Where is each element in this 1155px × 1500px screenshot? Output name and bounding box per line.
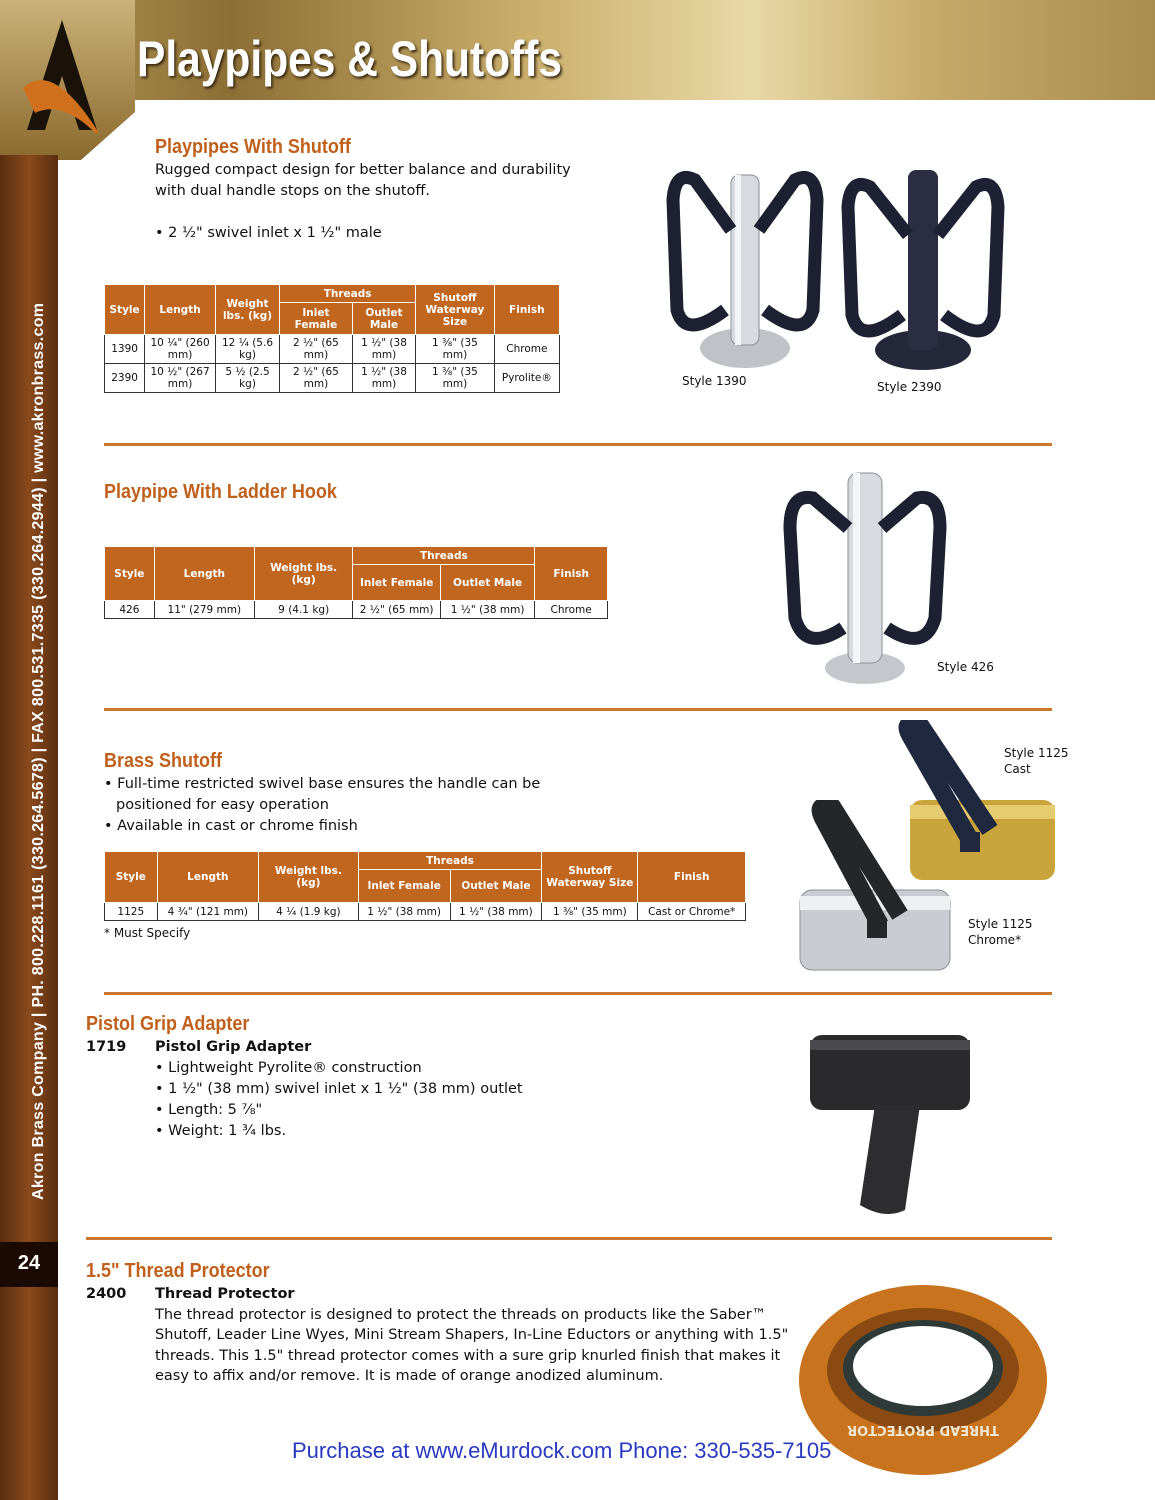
section1-description-line1: Rugged compact design for better balance and durability xyxy=(155,162,571,178)
akron-logo-icon xyxy=(15,18,110,133)
page-title: Playpipes & Shutoffs xyxy=(137,31,563,87)
col-threads: Threads xyxy=(353,547,535,565)
cell-outlet: 1 ½" (38 mm) xyxy=(352,335,415,364)
cell-length: 11" (279 mm) xyxy=(154,601,254,619)
spec-table-brass-shutoff xyxy=(104,851,746,921)
caption-chrome: Chrome* xyxy=(968,933,1022,947)
page-number: 24 xyxy=(17,1252,41,1274)
cell-outlet: 1 ½" (38 mm) xyxy=(352,364,415,393)
cell-length: 4 ¾" (121 mm) xyxy=(157,903,259,921)
caption-cast: Cast xyxy=(1004,762,1031,776)
pistol-grip-name: Pistol Grip Adapter xyxy=(155,1039,312,1055)
col-style: Style xyxy=(105,285,145,335)
caption-style-1125-chrome: Style 1125 xyxy=(968,917,1033,931)
pistol-grip-code: 1719 xyxy=(86,1039,127,1055)
table-row xyxy=(105,364,560,393)
col-style: Style xyxy=(105,547,155,601)
section1-bullet: • 2 ½" swivel inlet x 1 ½" male xyxy=(155,225,382,241)
caption-style-426: Style 426 xyxy=(937,660,994,674)
section1-description-line2: with dual handle stops on the shutoff. xyxy=(155,183,430,199)
col-outlet: Outlet Male xyxy=(450,870,542,903)
caption-style-2390: Style 2390 xyxy=(877,380,942,394)
section-title-playpipes-shutoff: Playpipes With Shutoff xyxy=(155,136,351,158)
playpipe-2390-image xyxy=(828,165,1018,380)
divider xyxy=(104,443,1052,446)
cell-outlet: 1 ½" (38 mm) xyxy=(440,601,534,619)
col-weight: Weight lbs. (kg) xyxy=(254,547,352,601)
col-waterway: Shutoff Waterway Size xyxy=(542,852,638,903)
thread-protector-description-line: Shutoff, Leader Line Wyes, Mini Stream Shapers, In-Line Eductors or anything with 1.5" xyxy=(155,1327,789,1343)
col-inlet: Inlet Female xyxy=(280,303,353,335)
table-row xyxy=(105,903,746,921)
col-inlet: Inlet Female xyxy=(353,565,440,601)
pistol-grip-bullet: • Lightweight Pyrolite® construction xyxy=(155,1060,422,1076)
caption-style-1125-cast: Style 1125 xyxy=(1004,746,1069,760)
cell-waterway: 1 ⅜" (35 mm) xyxy=(416,335,495,364)
divider xyxy=(104,708,1052,711)
brass-shutoff-chrome-image xyxy=(795,800,960,975)
col-finish: Finish xyxy=(494,285,559,335)
playpipe-1390-image xyxy=(655,160,835,375)
playpipe-426-image xyxy=(775,468,955,688)
cell-finish: Cast or Chrome* xyxy=(638,903,746,921)
pistol-grip-bullet: • 1 ½" (38 mm) swivel inlet x 1 ½" (38 mm) outlet xyxy=(155,1081,523,1097)
col-outlet: Outlet Male xyxy=(352,303,415,335)
table-row xyxy=(105,601,608,619)
cell-waterway: 1 ⅜" (35 mm) xyxy=(542,903,638,921)
sidebar-contact-text: Akron Brass Company | PH. 800.228.1161 (330.264.5678) | FAX 800.531.7335 (330.264.2944) | www.akronbrass.com xyxy=(30,302,47,1200)
spec-table-playpipes xyxy=(104,284,560,393)
section3-bullet1: • Full-time restricted swivel base ensures the handle can be xyxy=(104,776,541,792)
cell-finish: Pyrolite® xyxy=(494,364,559,393)
col-weight: Weight lbs. (kg) xyxy=(259,852,359,903)
section-title-thread-protector: 1.5" Thread Protector xyxy=(86,1260,270,1282)
col-weight: Weight lbs. (kg) xyxy=(215,285,279,335)
cell-weight: 12 ¼ (5.6 kg) xyxy=(215,335,279,364)
cell-inlet: 2 ½" (65 mm) xyxy=(280,364,353,393)
col-inlet: Inlet Female xyxy=(358,870,450,903)
cell-style: 1125 xyxy=(105,903,158,921)
pistol-grip-image xyxy=(805,1025,975,1220)
cell-inlet: 2 ½" (65 mm) xyxy=(353,601,440,619)
divider xyxy=(104,992,1052,995)
col-length: Length xyxy=(157,852,259,903)
cell-inlet: 2 ½" (65 mm) xyxy=(280,335,353,364)
cell-style: 2390 xyxy=(105,364,145,393)
col-finish: Finish xyxy=(535,547,608,601)
thread-protector-description-line: The thread protector is designed to protect the threads on products like the Saber™ xyxy=(155,1307,767,1323)
thread-protector-description-line: easy to affix and/or remove. It is made of orange anodized aluminum. xyxy=(155,1368,664,1384)
thread-protector-name: Thread Protector xyxy=(155,1286,295,1302)
divider xyxy=(86,1237,1052,1240)
caption-style-1390: Style 1390 xyxy=(682,374,747,388)
section3-bullet2: • Available in cast or chrome finish xyxy=(104,818,358,834)
cell-finish: Chrome xyxy=(494,335,559,364)
thread-protector-image xyxy=(795,1270,1050,1480)
thread-protector-description-line: threads. This 1.5" thread protector comes with a sure grip knurled finish that makes it xyxy=(155,1348,781,1364)
cell-outlet: 1 ½" (38 mm) xyxy=(450,903,542,921)
cell-weight: 5 ½ (2.5 kg) xyxy=(215,364,279,393)
pistol-grip-bullet: • Weight: 1 ¾ lbs. xyxy=(155,1123,287,1139)
ring-engraving: THREAD PROTECTOR xyxy=(847,1422,999,1437)
thread-protector-code: 2400 xyxy=(86,1286,127,1302)
col-length: Length xyxy=(154,547,254,601)
cell-weight: 9 (4.1 kg) xyxy=(254,601,352,619)
col-outlet: Outlet Male xyxy=(440,565,534,601)
purchase-footer[interactable]: Purchase at www.eMurdock.com Phone: 330-535-7105 xyxy=(292,1438,832,1463)
cell-weight: 4 ¼ (1.9 kg) xyxy=(259,903,359,921)
col-threads: Threads xyxy=(358,852,542,870)
cell-length: 10 ¼" (260 mm) xyxy=(145,335,216,364)
col-threads: Threads xyxy=(280,285,416,303)
col-waterway: Shutoff Waterway Size xyxy=(416,285,495,335)
col-style: Style xyxy=(105,852,158,903)
must-specify-note: * Must Specify xyxy=(104,926,191,940)
table-row xyxy=(105,335,560,364)
pistol-grip-bullet: • Length: 5 ⅞" xyxy=(155,1102,263,1118)
section-title-pistol-grip: Pistol Grip Adapter xyxy=(86,1013,250,1035)
cell-style: 426 xyxy=(105,601,155,619)
cell-length: 10 ½" (267 mm) xyxy=(145,364,216,393)
cell-finish: Chrome xyxy=(535,601,608,619)
cell-style: 1390 xyxy=(105,335,145,364)
cell-inlet: 1 ½" (38 mm) xyxy=(358,903,450,921)
section3-bullet1-continued: positioned for easy operation xyxy=(116,797,329,813)
header-underlay xyxy=(0,100,1155,133)
col-length: Length xyxy=(145,285,216,335)
spec-table-ladder-hook xyxy=(104,546,608,619)
cell-waterway: 1 ⅜" (35 mm) xyxy=(416,364,495,393)
section-title-brass-shutoff: Brass Shutoff xyxy=(104,750,223,772)
sidebar xyxy=(0,155,58,1500)
section-title-ladder-hook: Playpipe With Ladder Hook xyxy=(104,481,337,503)
col-finish: Finish xyxy=(638,852,746,903)
